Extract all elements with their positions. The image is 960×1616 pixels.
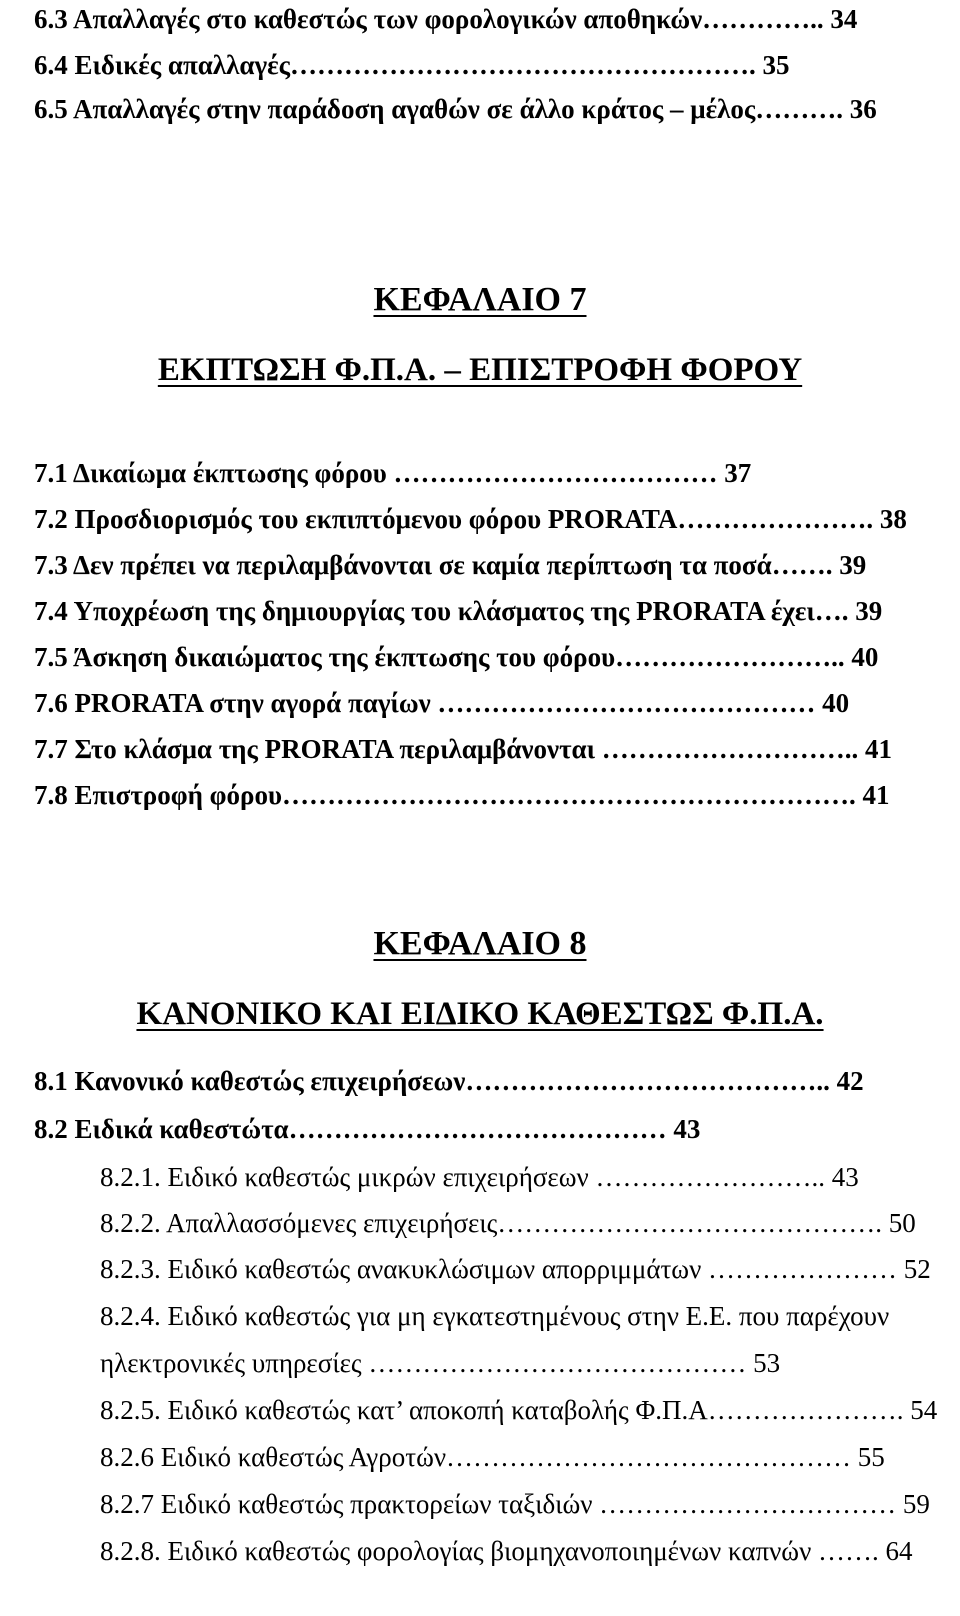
- toc-entry-7-1: 7.1 Δικαίωμα έκπτωσης φόρου ……………………………… 37: [34, 458, 752, 488]
- toc-entry-6-4: 6.4 Ειδικές απαλλαγές……………………………………………. 35: [34, 50, 790, 80]
- toc-entry-7-6: 7.6 PRORATA στην αγορά παγίων …………………………………… 40: [34, 688, 850, 718]
- chapter-7-number: ΚΕΦΑΛΑΙΟ 7: [373, 281, 587, 318]
- toc-entry-7-2: 7.2 Προσδιορισμός του εκπιπτόμενου φόρου PRORATA…………………. 38: [34, 504, 907, 534]
- toc-entry-8-2: 8.2 Ειδικά καθεστώτα…………………………………… 43: [34, 1114, 701, 1144]
- toc-entry-7-5: 7.5 Άσκηση δικαιώματος της έκπτωσης του φόρου…………………….. 40: [34, 642, 879, 672]
- toc-subentry-8-2-4: 8.2.4. Ειδικό καθεστώς για μη εγκατεστημένους στην Ε.Ε. που παρέχουν: [100, 1301, 890, 1331]
- chapter-7-title: ΕΚΠΤΩΣΗ Φ.Π.Α. – ΕΠΙΣΤΡΟΦΗ ΦΟΡΟΥ: [157, 352, 803, 388]
- toc-subentry-8-2-2: 8.2.2. Απαλλασσόμενες επιχειρήσεις……………………………………. 50: [100, 1208, 916, 1238]
- toc-entry-7-7: 7.7 Στο κλάσμα της PRORATA περιλαμβάνονται ……………………….. 41: [34, 734, 892, 764]
- toc-entry-6-3: 6.3 Απαλλαγές στο καθεστώς των φορολογικών αποθηκών………….. 34: [34, 4, 858, 34]
- toc-entry-7-4: 7.4 Υποχρέωση της δημιουργίας του κλάσματος της PRORATA έχει…. 39: [34, 596, 883, 626]
- toc-entry-8-1: 8.1 Κανονικό καθεστώς επιχειρήσεων………………………………….. 42: [34, 1066, 864, 1096]
- toc-subentry-8-2-4-cont: ηλεκτρονικές υπηρεσίες …………………………………… 53: [100, 1348, 781, 1378]
- toc-subentry-8-2-7: 8.2.7 Ειδικό καθεστώς πρακτορείων ταξιδιών …………………………… 59: [100, 1489, 930, 1519]
- chapter-8-title: ΚΑΝΟΝΙΚΟ ΚΑΙ ΕΙΔΙΚΟ ΚΑΘΕΣΤΩΣ Φ.Π.Α.: [136, 996, 824, 1032]
- toc-entry-7-3: 7.3 Δεν πρέπει να περιλαμβάνονται σε καμία περίπτωση τα ποσά……. 39: [34, 550, 867, 580]
- toc-subentry-8-2-6: 8.2.6 Ειδικό καθεστώς Αγροτών……………………………………… 55: [100, 1442, 885, 1472]
- chapter-8-number: ΚΕΦΑΛΑΙΟ 8: [373, 925, 587, 962]
- toc-entry-7-8: 7.8 Επιστροφή φόρου………………………………………………………. 41: [34, 780, 890, 810]
- toc-subentry-8-2-8: 8.2.8. Ειδικό καθεστώς φορολογίας βιομηχανοποιημένων καπνών ……. 64: [100, 1536, 913, 1566]
- toc-subentry-8-2-3: 8.2.3. Ειδικό καθεστώς ανακυκλώσιμων απορριμμάτων ………………… 52: [100, 1254, 931, 1284]
- toc-entry-6-5: 6.5 Απαλλαγές στην παράδοση αγαθών σε άλλο κράτος – μέλος………. 36: [34, 94, 877, 124]
- toc-subentry-8-2-1: 8.2.1. Ειδικό καθεστώς μικρών επιχειρήσεων …………………….. 43: [100, 1162, 859, 1192]
- toc-subentry-8-2-5: 8.2.5. Ειδικό καθεστώς κατ’ αποκοπή καταβολής Φ.Π.Α…………………. 54: [100, 1395, 938, 1425]
